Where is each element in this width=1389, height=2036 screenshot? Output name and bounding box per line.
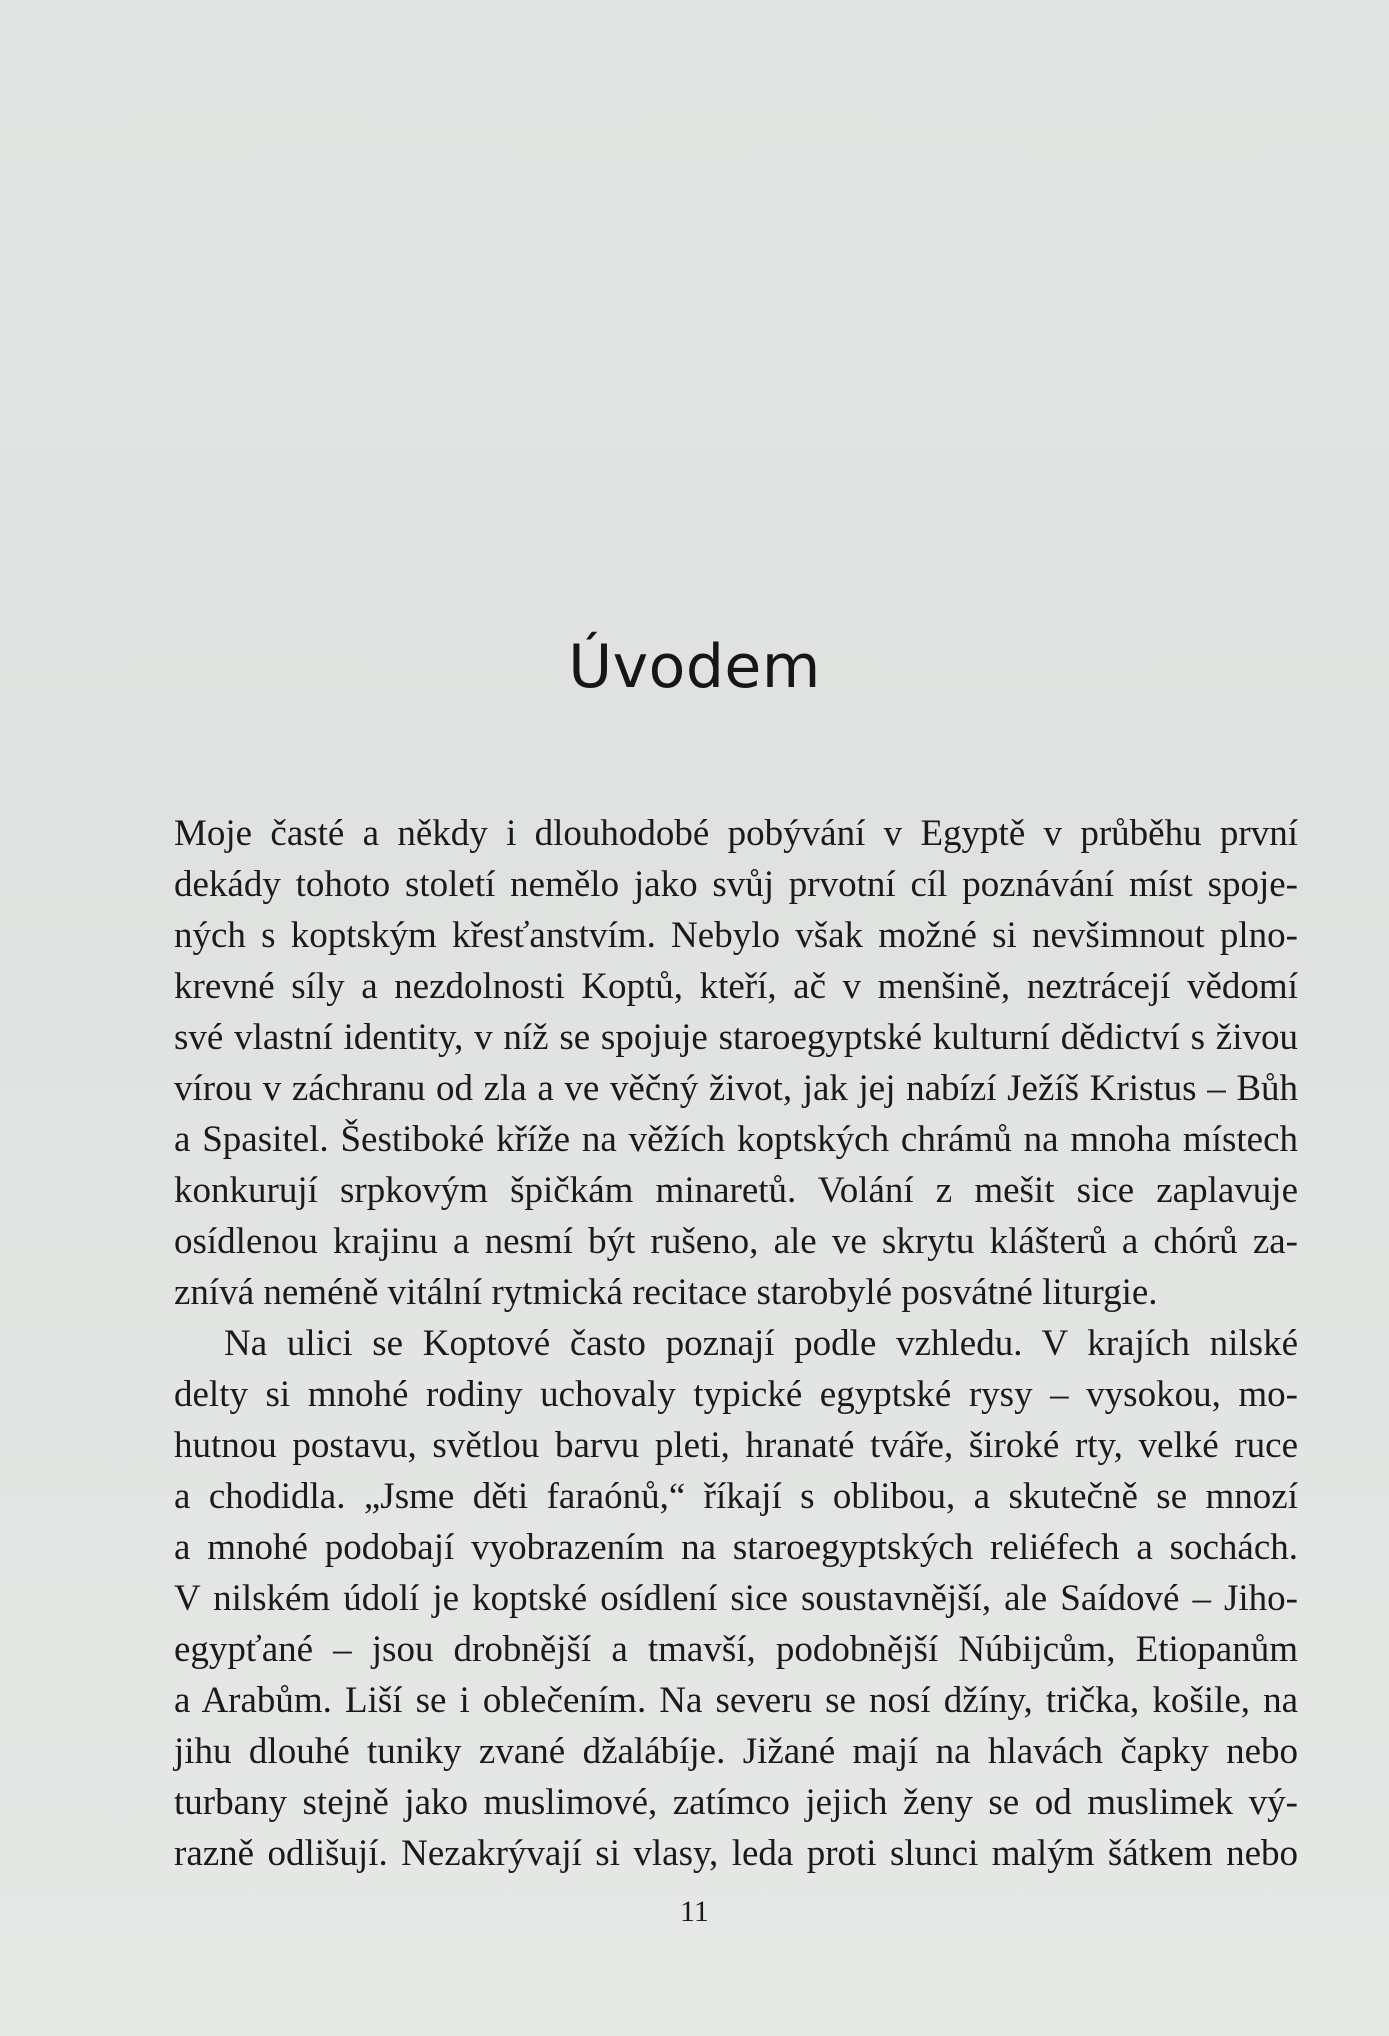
- text-line: turbany stejně jako muslimové, zatímco jejich ženy se od muslimek vý-: [174, 1782, 1298, 1823]
- text-line: vírou v záchranu od zla a ve věčný život, jak jej nabízí Ježíš Kristus – Bůh: [174, 1068, 1298, 1109]
- paragraph-1: [174, 808, 1298, 1318]
- text-line: ných s koptským křesťanstvím. Nebylo však možné si nevšimnout plno-: [174, 915, 1298, 956]
- body-text: [174, 808, 1298, 1879]
- text-line: Na ulici se Koptové často poznají podle vzhledu. V krajích nilské: [224, 1323, 1298, 1364]
- text-line: znívá neméně vitální rytmická recitace starobylé posvátné liturgie.: [174, 1272, 1158, 1313]
- page-number: 11: [680, 1895, 709, 1928]
- text-line: a Arabům. Liší se i oblečením. Na severu se nosí džíny, trička, košile, na: [174, 1680, 1298, 1721]
- paragraph-2: [174, 1318, 1298, 1879]
- text-line: razně odlišují. Nezakrývají si vlasy, leda proti slunci malým šátkem nebo: [174, 1833, 1298, 1874]
- text-line: delty si mnohé rodiny uchovaly typické egyptské rysy – vysokou, mo-: [174, 1374, 1298, 1415]
- text-line: osídlenou krajinu a nesmí být rušeno, ale ve skrytu klášterů a chórů za-: [174, 1221, 1298, 1262]
- text-line: a mnohé podobají vyobrazením na staroegyptských reliéfech a sochách.: [174, 1527, 1298, 1568]
- chapter-title: Úvodem: [568, 632, 821, 702]
- text-line: konkurují srpkovým špičkám minaretů. Volání z mešit sice zaplavuje: [174, 1170, 1298, 1211]
- text-line: krevné síly a nezdolnosti Koptů, kteří, ač v menšině, neztrácejí vědomí: [174, 966, 1298, 1007]
- text-line: egypťané – jsou drobnější a tmavší, podobnější Núbijcům, Etiopanům: [174, 1629, 1298, 1670]
- text-line: své vlastní identity, v níž se spojuje staroegyptské kulturní dědictví s živou: [174, 1017, 1298, 1058]
- text-line: hutnou postavu, světlou barvu pleti, hranaté tváře, široké rty, velké ruce: [174, 1425, 1298, 1466]
- text-line: V nilském údolí je koptské osídlení sice soustavnější, ale Saídové – Jiho-: [174, 1578, 1298, 1619]
- text-line: Moje časté a někdy i dlouhodobé pobývání v Egyptě v průběhu první: [174, 813, 1298, 854]
- text-line: dekády tohoto století nemělo jako svůj prvotní cíl poznávání míst spoje-: [174, 864, 1298, 905]
- text-line: a Spasitel. Šestiboké kříže na věžích koptských chrámů na mnoha místech: [174, 1119, 1298, 1160]
- text-line: jihu dlouhé tuniky zvané džalábíje. Jižané mají na hlavách čapky nebo: [174, 1731, 1298, 1772]
- text-line: a chodidla. „Jsme děti faraónů,“ říkají s oblibou, a skutečně se mnozí: [174, 1476, 1298, 1517]
